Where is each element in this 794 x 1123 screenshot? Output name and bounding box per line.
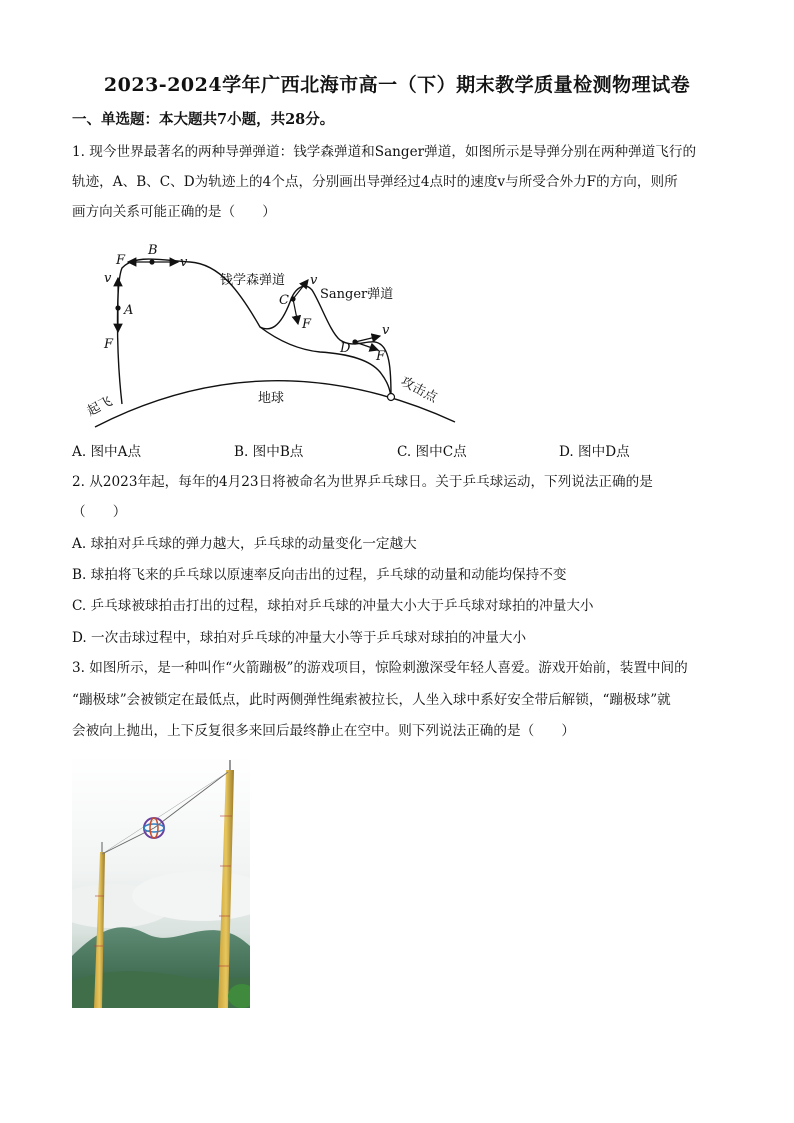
q1-line-1: 1. 现今世界最著名的两种导弹弹道：钱学森弹道和Sanger弹道，如图所示是导弹分别在两种弹道飞行的 (72, 144, 697, 160)
label-b: B (148, 243, 158, 258)
label-c-velocity: v (310, 273, 318, 288)
q3-line-2: “蹦极球”会被锁定在最低点，此时两侧弹性绳索被拉长，人坐入球中系好安全带后解锁，“蹦极球”就 (72, 692, 671, 708)
point-c-force (293, 299, 298, 324)
q1-option-c: C. 图中C点 (397, 444, 467, 460)
q1-line-2: 轨迹，A、B、C、D为轨迹上的4个点，分别画出导弹经过4点时的速度v与所受合外力F的方向，则所 (72, 174, 678, 190)
label-c-force: F (302, 317, 312, 332)
q1-option-b: B. 图中B点 (234, 444, 304, 460)
q2-option-a: A. 球拍对乒乓球的弹力越大，乒乓球的动量变化一定越大 (72, 536, 417, 552)
label-d: D (340, 341, 351, 356)
q2-option-d: D. 一次击球过程中，球拍对乒乓球的冲量大小等于乒乓球对球拍的冲量大小 (72, 630, 527, 646)
sanger-trajectory-label: Sanger弹道 (320, 287, 394, 302)
label-a-velocity: v (104, 271, 112, 286)
point-d-force (355, 342, 378, 350)
point-c-velocity (293, 280, 308, 299)
earth-label: 地球 (258, 391, 285, 406)
label-b-velocity: v (180, 255, 188, 270)
trajectory-diagram (80, 232, 460, 432)
point-d-velocity (355, 336, 380, 342)
q1-option-d: D. 图中D点 (559, 444, 630, 460)
q3-line-3: 会被向上抛出，上下反复很多来回后最终静止在空中。则下列说法正确的是（ ） (72, 723, 575, 739)
label-a-force: F (104, 337, 114, 352)
rocket-bungee-photo (72, 756, 250, 1008)
q1-option-a: A. 图中A点 (72, 444, 142, 460)
label-a: A (124, 303, 134, 318)
label-d-force: F (376, 349, 386, 364)
q2-option-b: B. 球拍将飞来的乒乓球以原速率反向击出的过程，乒乓球的动量和动能均保持不变 (72, 567, 567, 583)
q2-option-c: C. 乒乓球被球拍击打出的过程，球拍对乒乓球的冲量大小大于乒乓球对球拍的冲量大小 (72, 598, 594, 614)
photo-illustration (72, 756, 250, 1008)
q1-line-3: 画方向关系可能正确的是（ ） (72, 204, 276, 220)
target-label: 攻击点 (398, 374, 440, 406)
q2-line-2: （ ） (72, 504, 127, 520)
q2-line-1: 2. 从2023年起，每年的4月23日将被命名为世界乒乓球日。关于乒乓球运动，下列说法正确的是 (72, 474, 653, 490)
section-heading: 一、单选题：本大题共7小题，共28分。 (72, 111, 335, 128)
label-c: C (279, 293, 289, 308)
label-b-force: F (116, 253, 126, 268)
label-d-velocity: v (382, 323, 390, 338)
page-title: 2023-2024学年广西北海市高一（下）期末教学质量检测物理试卷 (103, 74, 691, 96)
q3-line-1: 3. 如图所示，是一种叫作“火箭蹦极”的游戏项目，惊险刺激深受年轻人喜爱。游戏开始前，装置中间的 (72, 660, 688, 676)
qian-trajectory-label: 钱学森弹道 (220, 273, 286, 288)
launch-label: 起飞 (84, 394, 115, 420)
target-point (388, 394, 395, 401)
